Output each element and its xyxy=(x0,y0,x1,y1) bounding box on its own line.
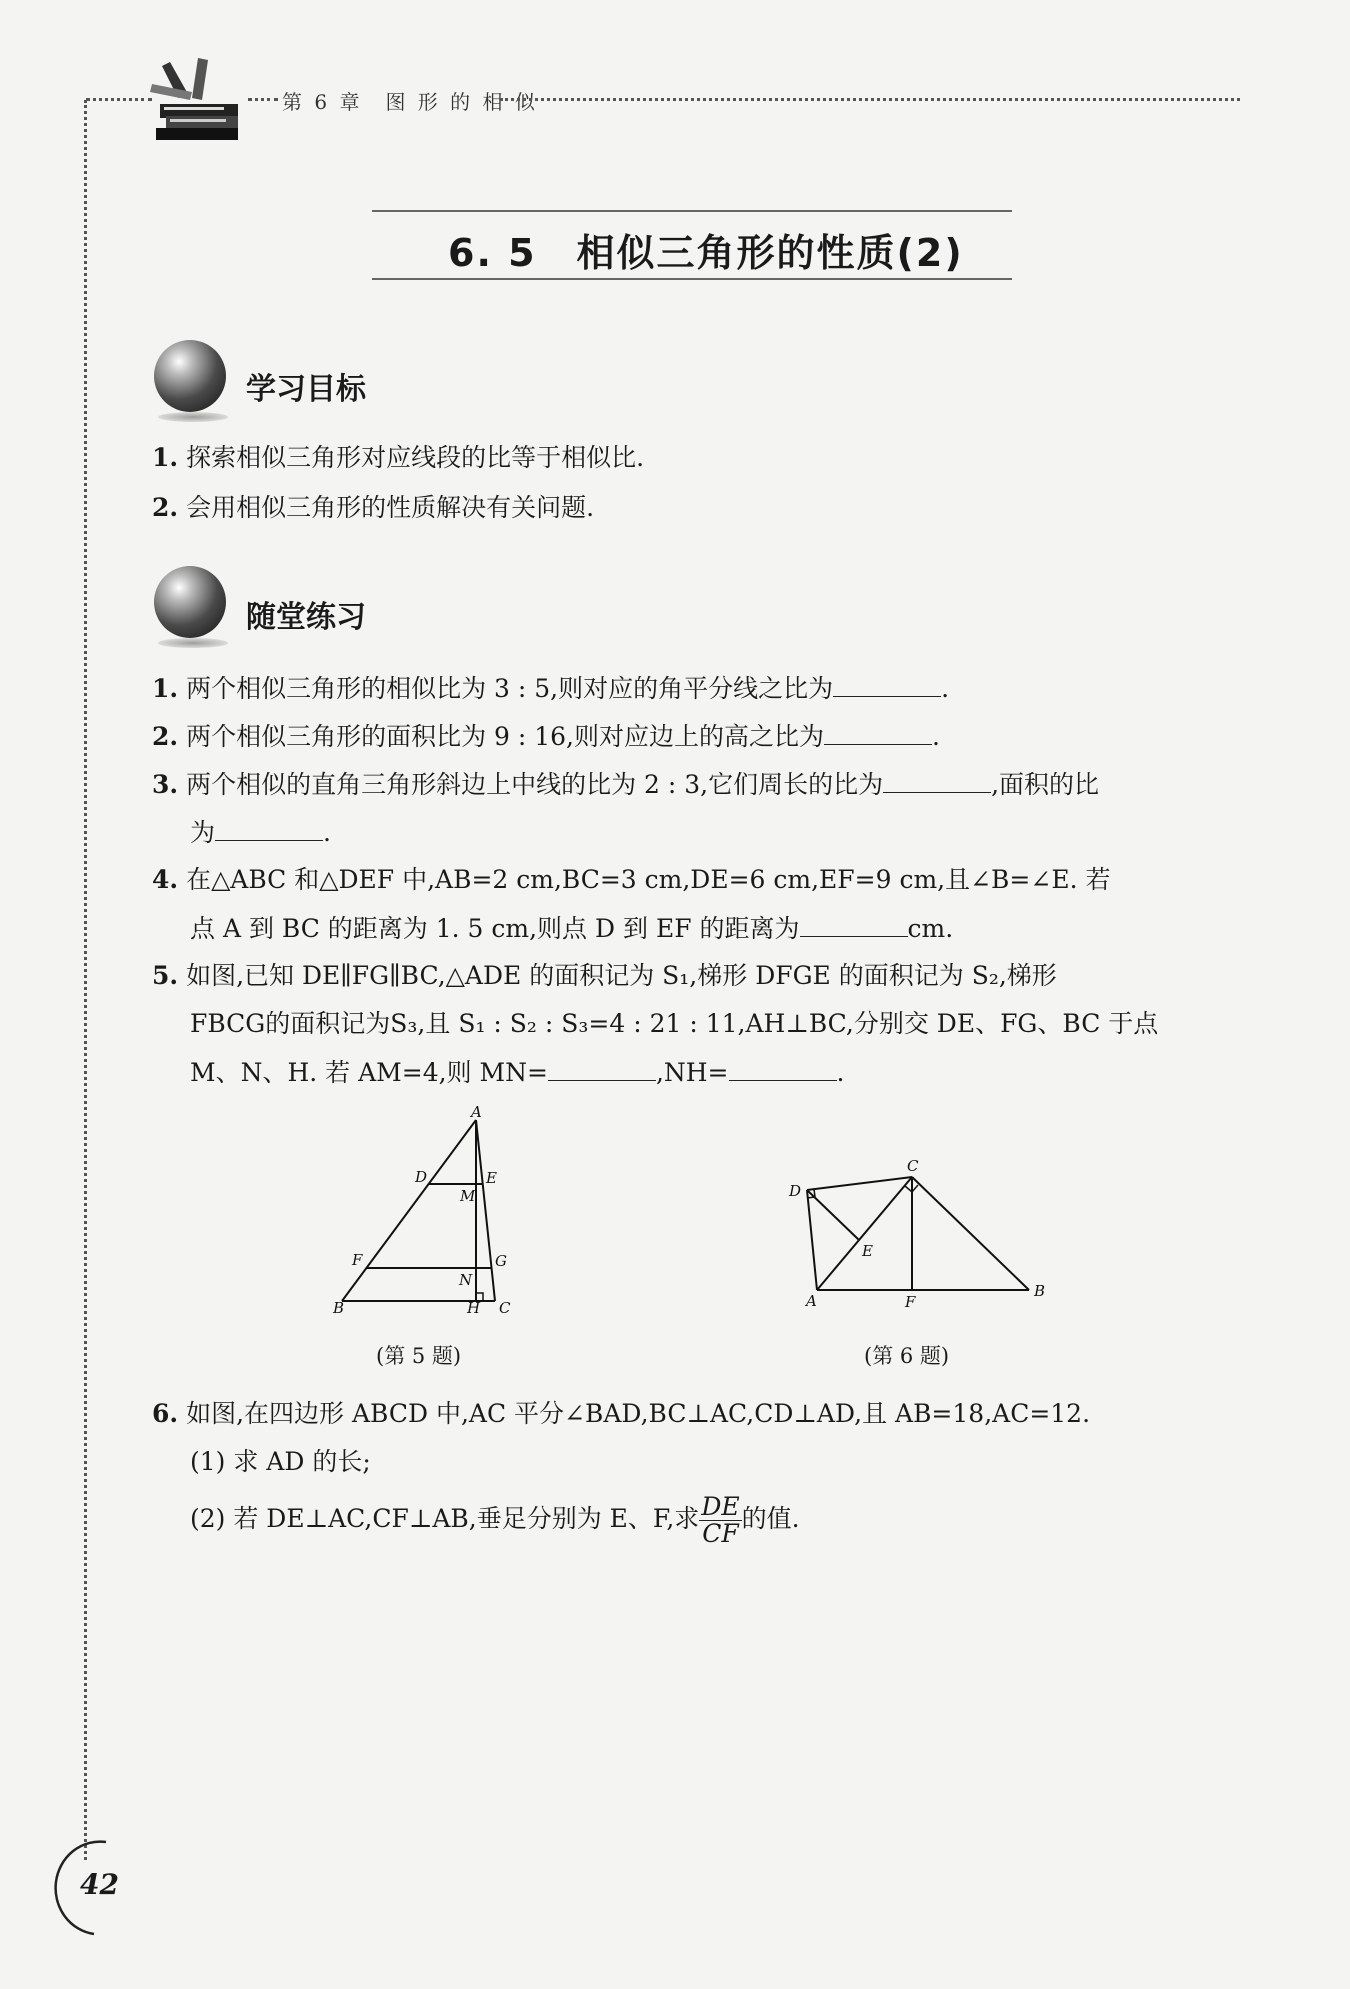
question-3 xyxy=(152,766,1099,803)
question-number: 5. xyxy=(152,961,179,990)
question-text-end: cm. xyxy=(907,914,954,943)
page-title: 6. 5 相似三角形的性质(2) xyxy=(448,231,964,275)
line-AC xyxy=(476,1120,495,1301)
label-A: A xyxy=(806,1292,817,1310)
question-text: M、N、H. 若 AM=4,则 MN= xyxy=(190,1058,548,1087)
section-title-objectives: 学习目标 xyxy=(246,372,366,407)
line-CB xyxy=(912,1177,1029,1290)
question-text-mid: ,面积的比 xyxy=(991,770,1100,799)
chapter-header: 第 6 章 图 形 的 相 似 xyxy=(282,90,538,114)
answer-blank[interactable] xyxy=(729,1054,837,1081)
line-DC xyxy=(807,1177,912,1190)
question-text-end: . xyxy=(323,818,331,847)
question-text: 如图,在四边形 ABCD 中,AC 平分∠BAD,BC⊥AC,CD⊥AD,且 AB=18,AC=12. xyxy=(186,1399,1091,1428)
line-AC xyxy=(817,1177,912,1290)
figure-5-caption: (第 5 题) xyxy=(376,1344,462,1368)
answer-blank[interactable] xyxy=(548,1054,656,1081)
answer-blank[interactable] xyxy=(800,910,908,937)
label-H: H xyxy=(467,1299,481,1315)
globe-icon xyxy=(154,566,226,638)
item-text: 探索相似三角形对应线段的比等于相似比. xyxy=(186,443,645,472)
title-rule-bottom xyxy=(372,278,1012,280)
label-F: F xyxy=(352,1251,363,1269)
objective-item xyxy=(152,490,594,526)
globe-shadow xyxy=(158,412,228,422)
item-text: 会用相似三角形的性质解决有关问题. xyxy=(186,493,595,522)
question-text: 在△ABC 和△DEF 中,AB=2 cm,BC=3 cm,DE=6 cm,EF=9 cm,且∠B=∠E. 若 xyxy=(186,865,1111,894)
margin-dotted-line xyxy=(84,100,87,1860)
label-G: G xyxy=(495,1252,507,1270)
question-text: FBCG的面积记为S₃,且 S₁ : S₂ : S₃=4 : 21 : 11,AH⊥BC,分别交 DE、FG、BC 于点 xyxy=(190,1009,1159,1038)
question-text: 两个相似三角形的相似比为 3 : 5,则对应的角平分线之比为 xyxy=(186,674,834,703)
question-6 xyxy=(152,1396,1090,1432)
question-text: (2) 若 DE⊥AC,CF⊥AB,垂足分别为 E、F,求 xyxy=(190,1504,700,1533)
answer-blank[interactable] xyxy=(215,814,323,841)
label-C: C xyxy=(907,1160,919,1175)
question-4 xyxy=(152,862,1110,898)
title-rule-top xyxy=(372,210,1012,212)
label-A: A xyxy=(471,1105,482,1121)
question-text: 如图,已知 DE∥FG∥BC,△ADE 的面积记为 S₁,梯形 DFGE 的面积记为 S₂,梯形 xyxy=(186,961,1057,990)
label-M: M xyxy=(460,1187,476,1205)
question-number: 4. xyxy=(152,865,179,894)
question-number: 2. xyxy=(152,722,179,751)
label-E: E xyxy=(486,1169,497,1187)
question-text-end: . xyxy=(941,674,950,703)
label-E: E xyxy=(862,1242,873,1260)
question-text-end: 的值. xyxy=(741,1504,800,1533)
question-3-cont xyxy=(190,814,331,851)
fraction-numerator: DE xyxy=(701,1492,740,1521)
header-dotted-line-right xyxy=(500,98,1240,101)
header-dotted-line-left xyxy=(86,98,152,101)
question-number: 1. xyxy=(152,674,179,703)
section-title-practice: 随堂练习 xyxy=(246,600,366,635)
header-dotted-line-mid xyxy=(248,98,278,101)
question-text-end: . xyxy=(932,722,940,751)
label-N: N xyxy=(459,1271,473,1289)
question-text: ,NH= xyxy=(655,1058,729,1087)
question-1 xyxy=(152,670,949,707)
label-D: D xyxy=(789,1182,802,1200)
question-6-part-1: (1) 求 AD 的长; xyxy=(190,1447,371,1476)
question-5-cont xyxy=(190,1006,1158,1042)
answer-blank[interactable] xyxy=(833,670,941,697)
globe-shadow xyxy=(158,638,228,648)
question-4-cont xyxy=(190,910,953,947)
question-6-part-2 xyxy=(190,1494,800,1547)
objective-item xyxy=(152,440,644,476)
label-D: D xyxy=(415,1168,428,1186)
question-text-end: . xyxy=(836,1058,845,1087)
item-number: 1. xyxy=(152,443,179,472)
line-DA xyxy=(807,1190,817,1290)
fraction-de-over-cf xyxy=(699,1494,741,1547)
books-icon xyxy=(148,54,248,144)
question-text: 点 A 到 BC 的距离为 1. 5 cm,则点 D 到 EF 的距离为 xyxy=(190,914,800,943)
answer-blank[interactable] xyxy=(824,718,932,745)
figure-6 xyxy=(785,1160,1055,1310)
label-C: C xyxy=(499,1299,511,1315)
question-5-cont2 xyxy=(190,1054,844,1091)
figure-6-caption: (第 6 题) xyxy=(864,1344,950,1368)
figure-5 xyxy=(325,1105,535,1315)
globe-icon xyxy=(154,340,226,412)
label-B: B xyxy=(1034,1282,1046,1300)
question-number: 3. xyxy=(152,770,179,799)
page-number: 42 xyxy=(80,1868,119,1901)
label-B: B xyxy=(333,1299,345,1315)
question-text: 两个相似三角形的面积比为 9 : 16,则对应边上的高之比为 xyxy=(186,722,824,751)
fraction-denominator: CF xyxy=(702,1519,739,1548)
question-5 xyxy=(152,958,1057,994)
question-number: 6. xyxy=(152,1399,179,1428)
line-AB xyxy=(342,1120,476,1301)
answer-blank[interactable] xyxy=(883,766,991,793)
question-text: 两个相似的直角三角形斜边上中线的比为 2 : 3,它们周长的比为 xyxy=(186,770,884,799)
question-2 xyxy=(152,718,940,755)
label-F: F xyxy=(905,1293,916,1310)
item-number: 2. xyxy=(152,493,179,522)
question-text: 为 xyxy=(190,818,216,847)
